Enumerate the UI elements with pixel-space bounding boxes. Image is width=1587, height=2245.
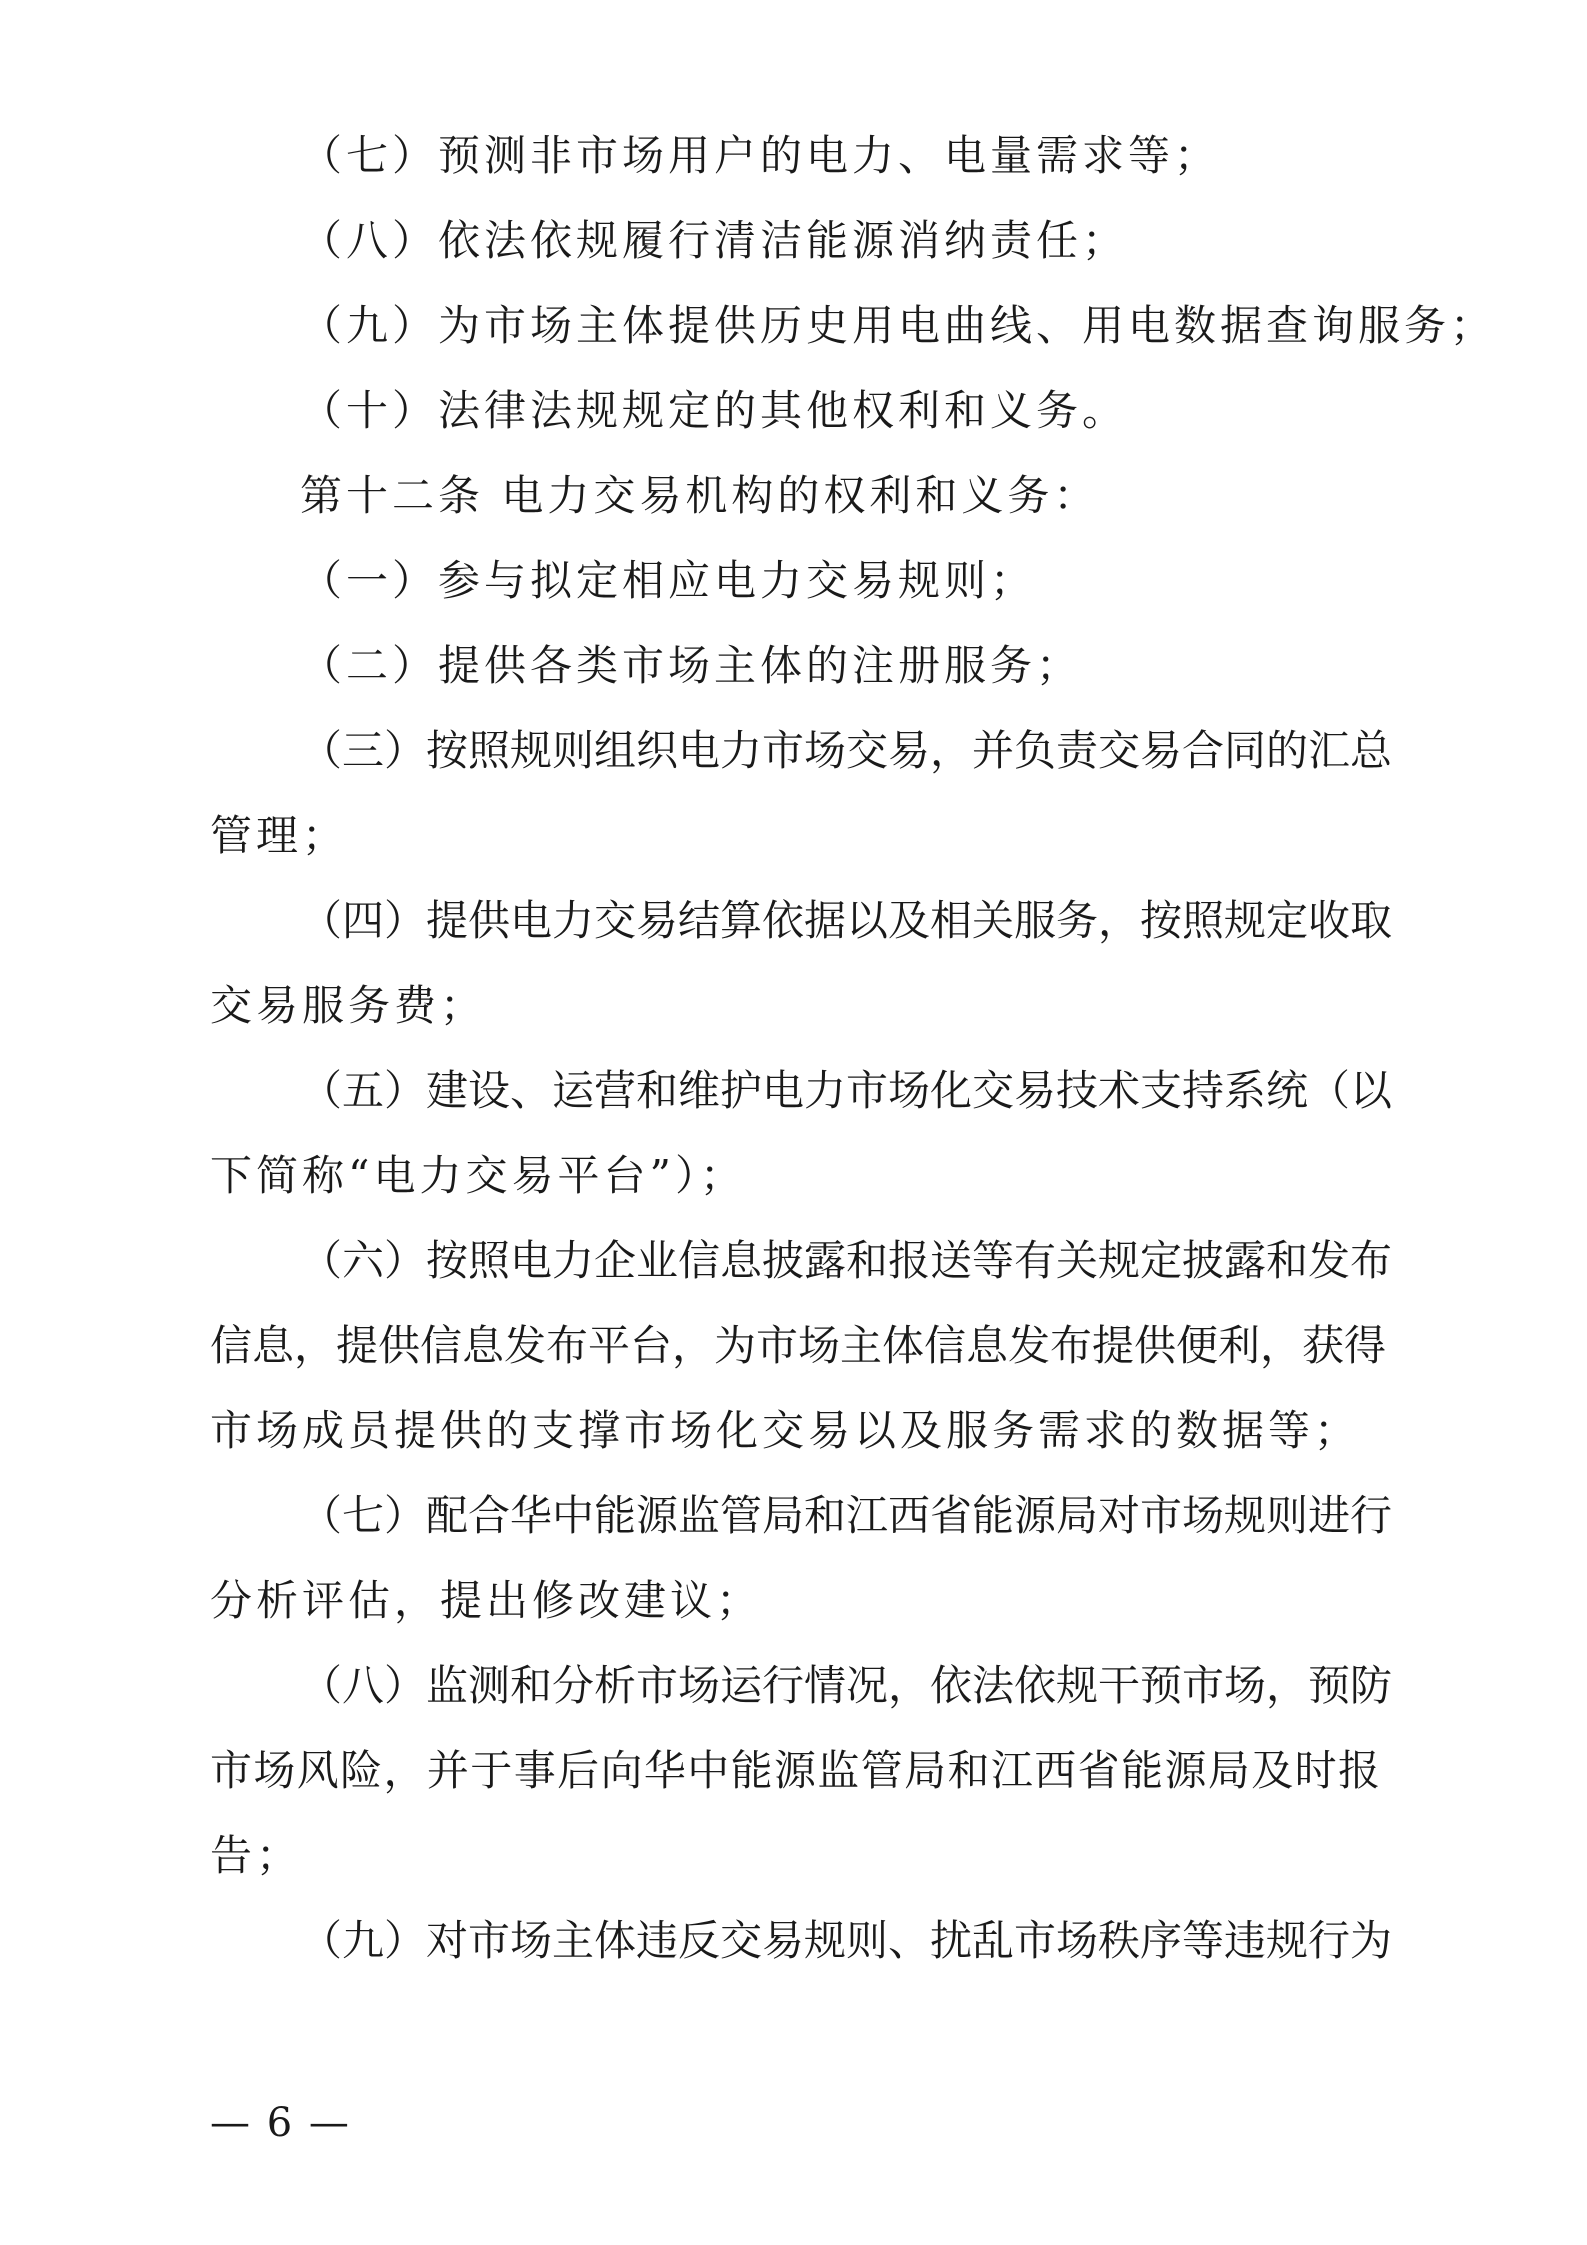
paragraph-line: （八）依法依规履行清洁能源消纳责任； — [300, 216, 1129, 265]
paragraph-line: 下简称“电力交易平台”）； — [210, 1151, 746, 1200]
paragraph-line: 管理； — [210, 811, 349, 860]
paragraph-line: （一）参与拟定相应电力交易规则； — [300, 556, 1037, 605]
paragraph-line: （十）法律法规规定的其他权利和义务。 — [300, 386, 1129, 435]
paragraph-line: （八）监测和分析市场运行情况，依法依规干预市场，预防 — [300, 1661, 1393, 1710]
paragraph-line: 分析评估，提出修改建议； — [210, 1576, 763, 1625]
paragraph-line: （六）按照电力企业信息披露和报送等有关规定披露和发布 — [300, 1236, 1393, 1285]
paragraph-line: （三）按照规则组织电力市场交易，并负责交易合同的汇总 — [300, 726, 1393, 775]
article-heading: 第十二条 电力交易机构的权利和义务： — [300, 471, 1100, 520]
paragraph-line: 信息，提供信息发布平台，为市场主体信息发布提供便利，获得 — [210, 1321, 1387, 1370]
paragraph-line: （九）对市场主体违反交易规则、扰乱市场秩序等违规行为 — [300, 1916, 1393, 1965]
paragraph-line: （四）提供电力交易结算依据以及相关服务，按照规定收取 — [300, 896, 1393, 945]
paragraph-line: （九）为市场主体提供历史用电曲线、用电数据查询服务； — [300, 301, 1497, 350]
page-number: — 6 — — [210, 2100, 351, 2146]
paragraph-line: （二）提供各类市场主体的注册服务； — [300, 641, 1083, 690]
paragraph-line: （七）预测非市场用户的电力、电量需求等； — [300, 131, 1221, 180]
paragraph-line: 市场风险，并于事后向华中能源监管局和江西省能源局及时报 — [210, 1746, 1380, 1795]
paragraph-line: （五）建设、运营和维护电力市场化交易技术支持系统（以 — [300, 1066, 1393, 1115]
paragraph-line: 市场成员提供的支撑市场化交易以及服务需求的数据等； — [210, 1406, 1361, 1455]
paragraph-line: 交易服务费； — [210, 981, 487, 1030]
paragraph-line: （七）配合华中能源监管局和江西省能源局对市场规则进行 — [300, 1491, 1393, 1540]
paragraph-line: 告； — [210, 1831, 303, 1880]
